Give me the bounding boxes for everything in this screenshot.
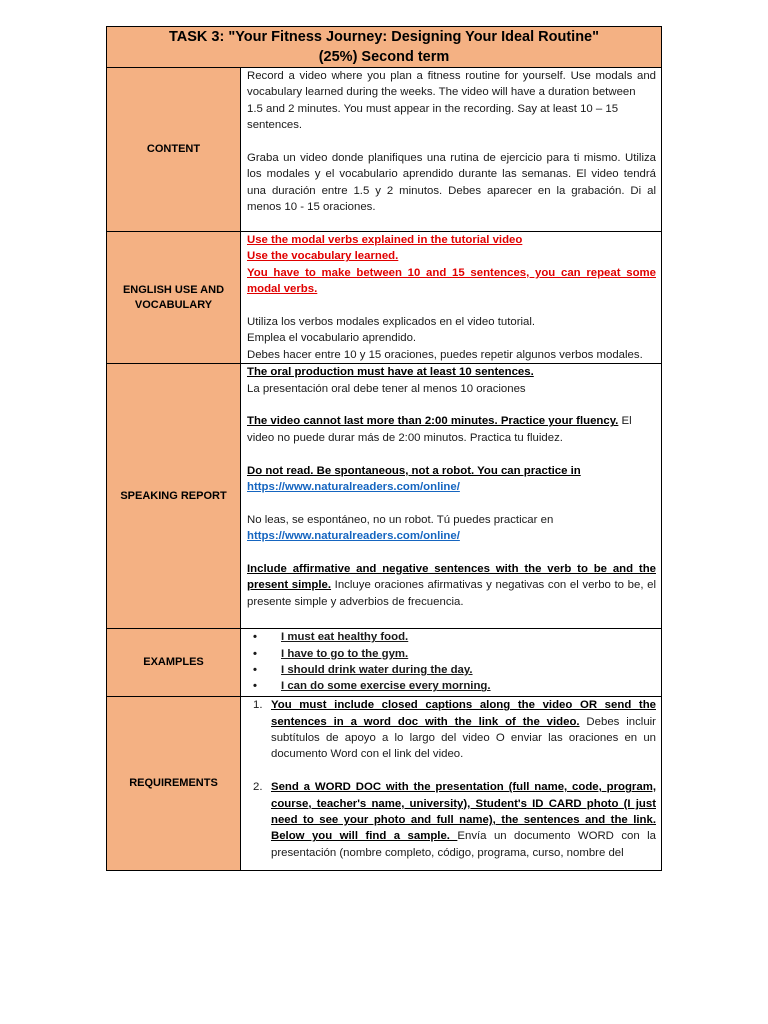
- content-english-1: Record a video where you plan a fitness routine for yourself. Use modals and vocabulary learned during the weeks. The video will have a duration between: [247, 70, 656, 99]
- content-row: [107, 68, 662, 232]
- requirement-1-bold: You must include closed captions along the video OR send the sentences in a word doc with the link of the video.: [271, 699, 656, 728]
- example-item: • I must eat healthy food.: [281, 629, 656, 645]
- speaking-cell: [241, 364, 662, 629]
- requirements-cell: [241, 697, 662, 871]
- english-spanish-1: Utiliza los verbos modales explicados en el video tutorial.: [247, 316, 536, 329]
- requirement-1-plain: Debes incluir subtítulos de apoyo a lo largo del video O enviar las oraciones en un documento Word con el link del video.: [271, 715, 656, 761]
- requirement-number: 2.: [253, 781, 263, 794]
- speaking-p3-bold: Do not read. Be spontaneous, not a robot. You can practice in: [247, 464, 581, 477]
- task-table: [106, 26, 662, 871]
- english-use-cell: [241, 232, 662, 364]
- content-cell: [241, 68, 662, 232]
- english-spanish-3: Debes hacer entre 10 y 15 oraciones, puedes repetir algunos verbos modales.: [247, 348, 643, 361]
- speaking-p5-bold: Include affirmative and negative sentences with the verb to be and the present simple.: [247, 563, 656, 592]
- examples-list: [247, 629, 656, 695]
- english-red-2: Use the vocabulary learned.: [247, 250, 399, 263]
- requirement-2-bold: Send a WORD DOC with the presentation (full name, code, program, course, teacher's name, university), Student's ID CARD photo (I just need to see your photo and full name), the sentences and the link. Below you will find a sample.: [271, 781, 656, 843]
- speaking-p1-bold: The oral production must have at least 10 sentences.: [247, 366, 534, 379]
- requirements-label: REQUIREMENTS: [107, 697, 241, 871]
- examples-cell: [241, 629, 662, 697]
- examples-row: [107, 629, 662, 697]
- speaking-p2-plain: El video no puede durar más de 2:00 minutos. Practica tu fluidez.: [247, 415, 632, 444]
- speaking-p2-bold: The video cannot last more than 2:00 minutes. Practice your fluency.: [247, 415, 619, 428]
- requirement-item-1: [253, 697, 656, 763]
- speaking-p5-plain: Incluye oraciones afirmativas y negativas con el verbo to be, el presente simple y adverbios de frecuencia.: [247, 579, 656, 608]
- title-row: [107, 27, 662, 68]
- examples-label: EXAMPLES: [107, 629, 241, 697]
- task-title-line1: TASK 3: "Your Fitness Journey: Designing Your Ideal Routine": [168, 29, 599, 45]
- speaking-row: [107, 364, 662, 629]
- requirements-row: [107, 697, 662, 871]
- naturalreaders-link-2[interactable]: https://www.naturalreaders.com/online/: [247, 530, 460, 543]
- english-spanish-2: Emplea el vocabulario aprendido.: [247, 332, 417, 345]
- speaking-p4-plain: No leas, se espontáneo, no un robot. Tú puedes practicar en: [247, 513, 554, 526]
- task-title: [107, 27, 662, 68]
- content-spanish: Graba un video donde planifiques una rutina de ejercicio para ti mismo. Utiliza los modales y el vocabulario aprendido durante las semanas. El video tendrá una duración entre 1.5 y 2 minutos. Debes aparecer en la grabación. Di al menos 10 - 15 oraciones.: [247, 152, 656, 214]
- example-item: • I can do some exercise every morning.: [281, 678, 656, 694]
- english-use-label: ENGLISH USE AND VOCABULARY: [107, 232, 241, 364]
- content-english-2: 1.5 and 2 minutes. You must appear in the recording. Say at least 10 – 15 sentences.: [247, 102, 619, 132]
- example-item: • I have to go to the gym.: [281, 646, 656, 662]
- english-red-1: Use the modal verbs explained in the tutorial video: [247, 234, 523, 246]
- speaking-label: SPEAKING REPORT: [107, 364, 241, 629]
- requirement-item-2: [253, 779, 657, 861]
- requirement-2-plain: Envía un documento WORD con la presentación (nombre completo, código, programa, curso, nombre del: [271, 830, 657, 859]
- example-item: • I should drink water during the day.: [281, 662, 656, 678]
- content-label: CONTENT: [107, 68, 241, 232]
- requirement-number: 1.: [253, 699, 263, 712]
- speaking-p1-plain: La presentación oral debe tener al menos 10 oraciones: [247, 382, 526, 395]
- english-red-3: You have to make between 10 and 15 sentences, you can repeat some modal verbs.: [247, 266, 656, 296]
- english-use-row: [107, 232, 662, 364]
- requirements-list: [247, 697, 656, 861]
- task-title-line2: (25%) Second term: [318, 49, 450, 65]
- naturalreaders-link-1[interactable]: https://www.naturalreaders.com/online/: [247, 481, 460, 494]
